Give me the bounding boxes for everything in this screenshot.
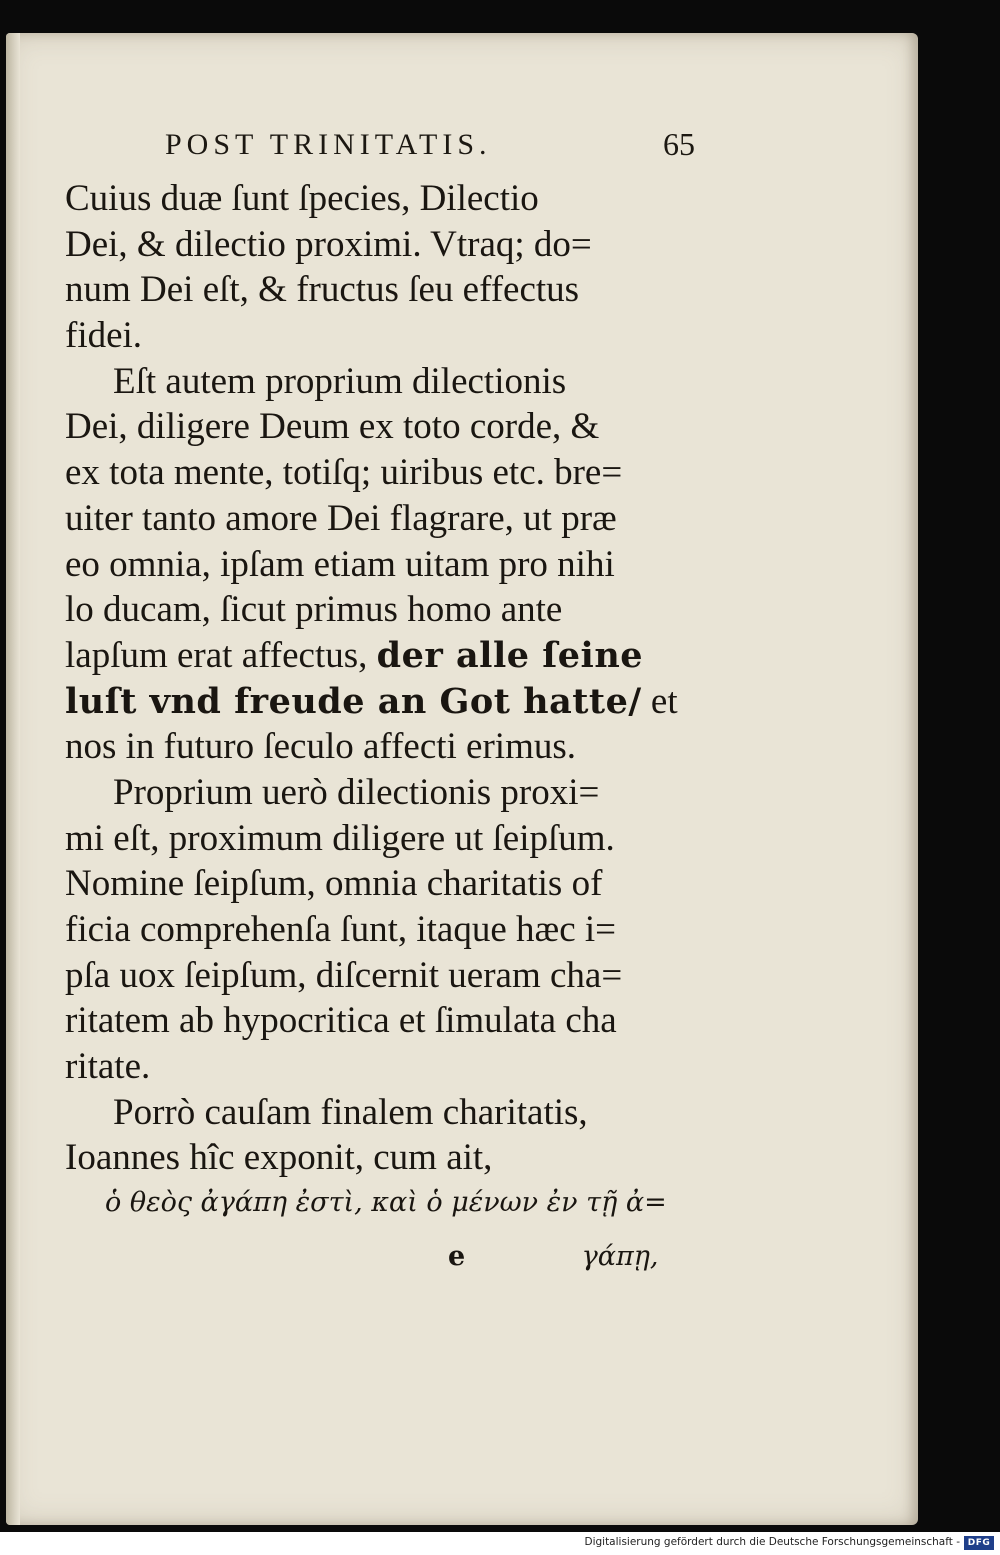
text-line: Ioannes hîc exponit, cum ait, bbox=[65, 1137, 493, 1179]
text-line: ficia comprehenſa ſunt, itaque hæc i= bbox=[65, 909, 617, 950]
text-line: ritatem ab hypocritica et ſimulata cha bbox=[65, 1000, 617, 1042]
greek-quotation bbox=[105, 1176, 695, 1284]
text-line-mixed bbox=[65, 679, 695, 725]
text-line: Dei, diligere Deum ex toto corde, & bbox=[65, 406, 600, 448]
text-line: Cuius duæ ſunt ſpecies, Dilectio bbox=[65, 178, 539, 219]
text-line: nos in futuro ſeculo affecti erimus. bbox=[65, 726, 577, 768]
body-text bbox=[65, 176, 695, 1181]
text-line: eo omnia, ipſam etiam uitam pro nihi bbox=[65, 543, 615, 585]
text-line: Proprium uerò dilectionis proxi= bbox=[113, 771, 600, 813]
running-title: POST TRINITATIS. bbox=[165, 128, 492, 161]
greek-line: ὁ θεὸς ἀγάπη ἐστὶ, καὶ ὁ μένων ἐν τῇ ἀ= bbox=[105, 1187, 667, 1218]
text-line: fidei. bbox=[65, 315, 143, 357]
text-line: Porrò cauſam finalem charitatis, bbox=[113, 1091, 588, 1133]
greek-fragment: γάπῃ, bbox=[581, 1241, 659, 1272]
dfg-logo: DFG bbox=[964, 1536, 994, 1550]
text-line: Nomine ſeipſum, omnia charitatis of bbox=[65, 863, 603, 905]
german-blackletter-fragment: luſt vnd freude an Got hatte/ bbox=[65, 680, 642, 722]
text-line: Dei, & dilectio proximi. Vtraq; do= bbox=[65, 223, 592, 265]
latin-fragment: et bbox=[650, 680, 678, 722]
text-line: ex tota mente, totiſq; uiribus etc. bre= bbox=[65, 452, 623, 494]
running-head bbox=[165, 128, 695, 172]
latin-fragment: lapſum erat affectus, bbox=[65, 634, 368, 676]
page-gutter bbox=[6, 33, 20, 1525]
text-line: Eſt autem proprium dilectionis bbox=[113, 360, 567, 402]
greek-line bbox=[105, 1230, 695, 1284]
text-line: num Dei eſt, & fructus ſeu effectus bbox=[65, 269, 580, 311]
text-line: mi eſt, proximum diligere ut ſeipſum. bbox=[65, 817, 615, 859]
text-line: lo ducam, ſicut primus homo ante bbox=[65, 589, 563, 631]
text-line: uiter tanto amore Dei flagrare, ut præ bbox=[65, 497, 617, 539]
catchword: e bbox=[448, 1241, 466, 1272]
page-number: 65 bbox=[663, 126, 695, 162]
german-blackletter-fragment: der alle ſeine bbox=[376, 634, 644, 676]
text-line-mixed bbox=[65, 633, 695, 679]
text-line: ritate. bbox=[65, 1046, 151, 1088]
text-line: pſa uox ſeipſum, diſcernit ueram cha= bbox=[65, 954, 623, 996]
funding-credit: Digitalisierung gefördert durch die Deutsche Forschungsgemeinschaft - bbox=[584, 1536, 960, 1548]
footer-bar bbox=[0, 1532, 1000, 1555]
